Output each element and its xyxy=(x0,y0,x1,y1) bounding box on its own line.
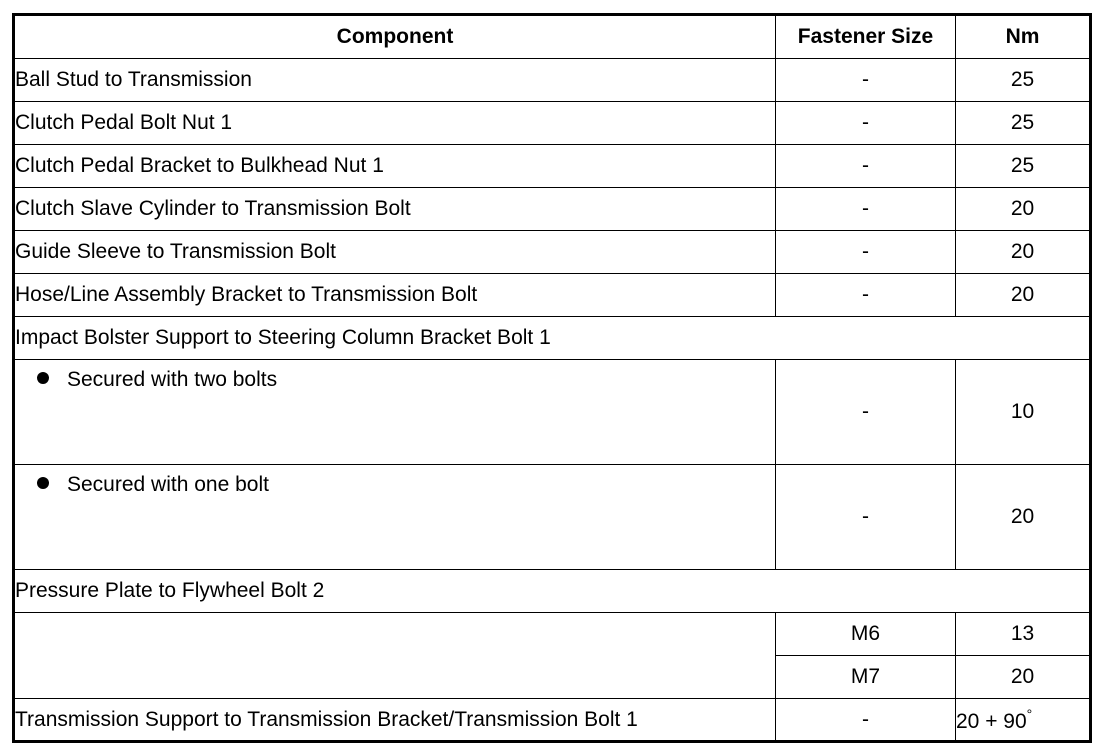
nm-value: 20 + 90 xyxy=(956,709,1027,733)
header-component: Component xyxy=(14,15,776,59)
header-row xyxy=(14,15,1091,59)
empty-component-cell xyxy=(14,613,776,699)
nm-cell: 20 xyxy=(956,231,1091,274)
group-header-row xyxy=(14,317,1091,360)
nm-cell: 20 xyxy=(956,188,1091,231)
torque-spec-table xyxy=(12,13,1092,743)
fastener-size-cell: - xyxy=(776,699,956,742)
table-row xyxy=(14,188,1091,231)
nm-cell: 13 xyxy=(956,613,1091,656)
table-row xyxy=(14,465,1091,570)
table-row xyxy=(14,59,1091,102)
header-nm: Nm xyxy=(956,15,1091,59)
table-row xyxy=(14,274,1091,317)
table-row xyxy=(14,360,1091,465)
nm-cell: 25 xyxy=(956,102,1091,145)
table-row xyxy=(14,102,1091,145)
component-cell: Clutch Pedal Bolt Nut 1 xyxy=(14,102,776,145)
nm-cell xyxy=(956,699,1091,742)
degree-symbol: ° xyxy=(1026,705,1033,722)
group-title-impact-bolster: Impact Bolster Support to Steering Column Bracket Bolt 1 xyxy=(14,317,1091,360)
component-cell: Ball Stud to Transmission xyxy=(14,59,776,102)
bullet-item-label: Secured with two bolts xyxy=(67,368,278,391)
fastener-size-cell: - xyxy=(776,188,956,231)
table-row xyxy=(14,699,1091,742)
nm-cell: 20 xyxy=(956,465,1091,570)
fastener-size-cell: - xyxy=(776,274,956,317)
bullet-item-cell xyxy=(14,465,776,570)
nm-cell: 25 xyxy=(956,145,1091,188)
header-fastener-size: Fastener Size xyxy=(776,15,956,59)
fastener-size-cell: - xyxy=(776,360,956,465)
fastener-size-cell: - xyxy=(776,145,956,188)
group-header-row xyxy=(14,570,1091,613)
fastener-size-cell: - xyxy=(776,231,956,274)
fastener-size-cell: - xyxy=(776,102,956,145)
fastener-size-cell: M7 xyxy=(776,656,956,699)
fastener-size-cell: M6 xyxy=(776,613,956,656)
bullet-item-cell xyxy=(14,360,776,465)
table-row xyxy=(14,231,1091,274)
bullet-icon xyxy=(37,477,49,489)
bullet-icon xyxy=(37,372,49,384)
bullet-item-label: Secured with one bolt xyxy=(67,473,269,496)
table-row xyxy=(14,613,1091,656)
group-title-pressure-plate: Pressure Plate to Flywheel Bolt 2 xyxy=(14,570,1091,613)
component-cell: Hose/Line Assembly Bracket to Transmission Bolt xyxy=(14,274,776,317)
component-cell: Clutch Pedal Bracket to Bulkhead Nut 1 xyxy=(14,145,776,188)
fastener-size-cell: - xyxy=(776,465,956,570)
nm-cell: 25 xyxy=(956,59,1091,102)
fastener-size-cell: - xyxy=(776,59,956,102)
component-cell: Clutch Slave Cylinder to Transmission Bolt xyxy=(14,188,776,231)
component-cell: Transmission Support to Transmission Bracket/Transmission Bolt 1 xyxy=(14,699,776,742)
nm-cell: 20 xyxy=(956,656,1091,699)
nm-cell: 10 xyxy=(956,360,1091,465)
nm-cell: 20 xyxy=(956,274,1091,317)
component-cell: Guide Sleeve to Transmission Bolt xyxy=(14,231,776,274)
table-row xyxy=(14,145,1091,188)
